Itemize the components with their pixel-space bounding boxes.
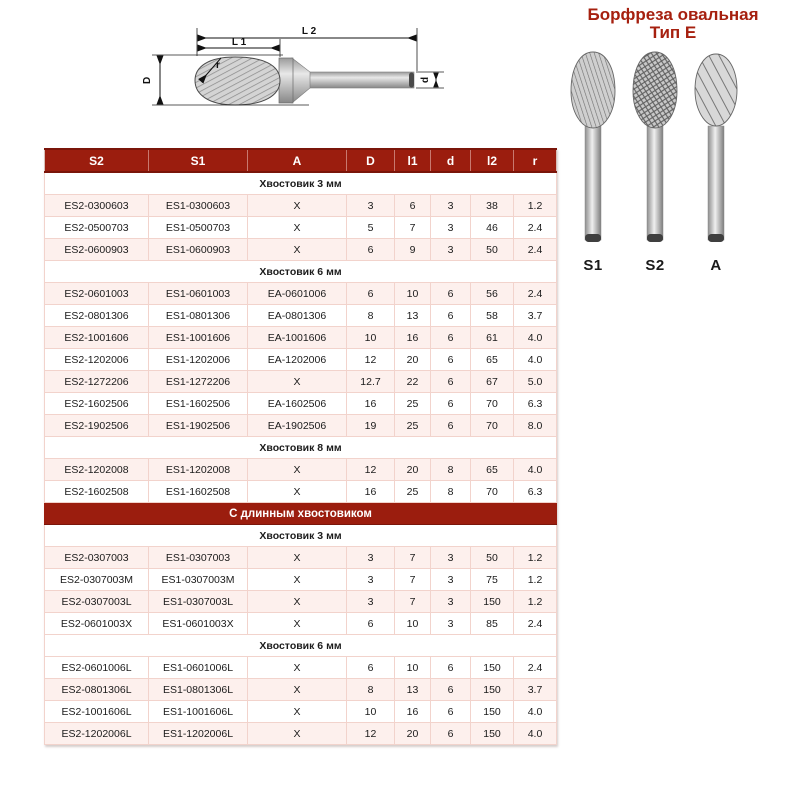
table-cell: 20 (395, 349, 431, 371)
table-row (45, 283, 557, 305)
table-cell: 12.7 (347, 371, 395, 393)
subsection-header-row (45, 635, 557, 657)
table-row (45, 239, 557, 261)
drawing-burr-head (195, 57, 280, 105)
table-cell: 65 (471, 459, 514, 481)
section-header-cell: С длинным хвостовиком (45, 503, 557, 525)
table-cell: ES1-0601003 (149, 283, 248, 305)
spec-table (44, 148, 557, 745)
table-cell: 3 (431, 547, 471, 569)
table-row (45, 679, 557, 701)
table-row (45, 195, 557, 217)
table-row (45, 613, 557, 635)
table-cell: 1.2 (514, 569, 557, 591)
burr-image-coarse-cut (685, 50, 747, 250)
table-cell: 150 (471, 657, 514, 679)
table-row (45, 349, 557, 371)
table-cell: EA-1602506 (248, 393, 347, 415)
table-cell: X (248, 195, 347, 217)
table-cell: X (248, 613, 347, 635)
subsection-header-cell: Хвостовик 8 мм (45, 437, 557, 459)
product-type: Тип Е (649, 23, 697, 42)
subsection-header-row (45, 172, 557, 195)
drawing-shank (308, 72, 414, 88)
table-cell: 4.0 (514, 701, 557, 723)
table-cell: 3.7 (514, 679, 557, 701)
table-cell: ES2-1602506 (45, 393, 149, 415)
burr-shank-tip (585, 234, 601, 242)
column-header: S1 (149, 149, 248, 172)
table-cell: 4.0 (514, 349, 557, 371)
table-cell: 12 (347, 723, 395, 745)
table-cell: 5 (347, 217, 395, 239)
table-cell: 20 (395, 459, 431, 481)
table-cell: 6 (431, 327, 471, 349)
table-cell: 150 (471, 679, 514, 701)
product-s1 (562, 50, 624, 274)
table-cell: 4.0 (514, 459, 557, 481)
table-cell: 6.3 (514, 481, 557, 503)
table-row (45, 217, 557, 239)
table-cell: 2.4 (514, 613, 557, 635)
table-cell: 9 (395, 239, 431, 261)
table-cell: X (248, 239, 347, 261)
table-cell: ES2-0307003L (45, 591, 149, 613)
table-cell: 3 (431, 239, 471, 261)
burr-shank-tip (647, 234, 663, 242)
table-cell: 6 (431, 657, 471, 679)
burr-shank (647, 126, 663, 240)
table-cell: 150 (471, 701, 514, 723)
table-cell: 38 (471, 195, 514, 217)
table-head (45, 149, 557, 172)
table-cell: 3 (431, 569, 471, 591)
table-cell: X (248, 371, 347, 393)
table-cell: 2.4 (514, 239, 557, 261)
table-cell: X (248, 701, 347, 723)
table-row (45, 305, 557, 327)
table-cell: 10 (395, 283, 431, 305)
table-cell: 3 (431, 591, 471, 613)
table-row (45, 415, 557, 437)
table-cell: 2.4 (514, 657, 557, 679)
table-cell: ES1-0300603 (149, 195, 248, 217)
table-cell: ES2-0801306L (45, 679, 149, 701)
table-cell: 8 (347, 305, 395, 327)
table-cell: 3 (431, 217, 471, 239)
table-cell: 20 (395, 723, 431, 745)
table-body (45, 172, 557, 745)
table-cell: 6 (347, 657, 395, 679)
table-cell: 8 (431, 481, 471, 503)
product-a (685, 50, 747, 274)
drawing-taper (292, 58, 310, 103)
table-cell: 75 (471, 569, 514, 591)
burr-shank (585, 126, 601, 240)
subsection-header-row (45, 525, 557, 547)
product-photos (558, 50, 790, 285)
table-cell: 22 (395, 371, 431, 393)
table-cell: 6 (431, 349, 471, 371)
table-row (45, 569, 557, 591)
subsection-header-cell: Хвостовик 3 мм (45, 172, 557, 195)
column-header: r (514, 149, 557, 172)
table-cell: 1.2 (514, 591, 557, 613)
table-cell: 6 (431, 393, 471, 415)
table-cell: 7 (395, 591, 431, 613)
table-cell: X (248, 679, 347, 701)
table-cell: EA-0601006 (248, 283, 347, 305)
table-cell: X (248, 723, 347, 745)
section-header-row (45, 503, 557, 525)
table-cell: 6 (347, 613, 395, 635)
table-row (45, 481, 557, 503)
table-cell: ES2-0307003M (45, 569, 149, 591)
table-cell: 6 (431, 371, 471, 393)
table-cell: 2.4 (514, 217, 557, 239)
table-cell: ES1-1202008 (149, 459, 248, 481)
table-cell: 13 (395, 305, 431, 327)
product-name: Борфреза овальная (587, 5, 759, 24)
burr-image-double-cut (624, 50, 686, 250)
table-cell: 50 (471, 239, 514, 261)
table-cell: 1.2 (514, 547, 557, 569)
table-cell: ES1-0600903 (149, 239, 248, 261)
table-row (45, 371, 557, 393)
table-cell: 3.7 (514, 305, 557, 327)
table-cell: 10 (347, 327, 395, 349)
table-row (45, 591, 557, 613)
column-header: d (431, 149, 471, 172)
table-cell: ES1-0307003 (149, 547, 248, 569)
table-cell: 5.0 (514, 371, 557, 393)
table-cell: ES2-1202008 (45, 459, 149, 481)
table-cell: ES1-1001606 (149, 327, 248, 349)
drawing-shank-end (409, 73, 414, 88)
table-cell: X (248, 459, 347, 481)
table-cell: ES1-1202006 (149, 349, 248, 371)
subsection-header-row (45, 437, 557, 459)
table-cell: ES2-1202006L (45, 723, 149, 745)
column-header: D (347, 149, 395, 172)
dimension-r-label: r (216, 60, 220, 71)
table-cell: 3 (347, 547, 395, 569)
table-cell: ES2-1202006 (45, 349, 149, 371)
table-cell: 2.4 (514, 283, 557, 305)
product-label-a: A (710, 257, 722, 274)
table-cell: 4.0 (514, 327, 557, 349)
burr-shank-tip (708, 234, 724, 242)
dimension-D-label: D (142, 76, 153, 84)
table-cell: 25 (395, 393, 431, 415)
table-cell: 8 (347, 679, 395, 701)
column-header: A (248, 149, 347, 172)
table-cell: 56 (471, 283, 514, 305)
table-cell: ES1-1902506 (149, 415, 248, 437)
table-cell: 70 (471, 415, 514, 437)
table-cell: 7 (395, 569, 431, 591)
table-cell: 16 (395, 327, 431, 349)
subsection-header-row (45, 261, 557, 283)
table-cell: 12 (347, 459, 395, 481)
table-cell: 6 (347, 283, 395, 305)
table-cell: ES2-1272206 (45, 371, 149, 393)
subsection-header-cell: Хвостовик 6 мм (45, 635, 557, 657)
burr-head-double-cut (633, 52, 677, 128)
table-cell: EA-1001606 (248, 327, 347, 349)
dimension-diagram (122, 8, 452, 126)
burr-drawing-image (122, 8, 452, 126)
table-cell: ES2-1902506 (45, 415, 149, 437)
table-cell: 25 (395, 481, 431, 503)
column-header-row (45, 149, 557, 172)
table-cell: ES2-0600903 (45, 239, 149, 261)
table-cell: X (248, 547, 347, 569)
table-cell: 1.2 (514, 195, 557, 217)
table-cell: 6 (431, 283, 471, 305)
table-cell: EA-1902506 (248, 415, 347, 437)
table-cell: ES1-0801306 (149, 305, 248, 327)
table-cell: ES1-1001606L (149, 701, 248, 723)
product-s2 (624, 50, 686, 274)
table-cell: 8 (431, 459, 471, 481)
burr-image-single-cut (562, 50, 624, 250)
table-cell: 10 (395, 613, 431, 635)
table-row (45, 547, 557, 569)
table-cell: 3 (431, 613, 471, 635)
table-cell: ES2-1001606L (45, 701, 149, 723)
table-cell: 3 (431, 195, 471, 217)
table-cell: 6 (431, 679, 471, 701)
table-cell: ES2-0801306 (45, 305, 149, 327)
table-cell: ES2-0307003 (45, 547, 149, 569)
table-cell: ES1-0801306L (149, 679, 248, 701)
dimension-d-label: d (420, 76, 431, 83)
table-row (45, 701, 557, 723)
table-cell: X (248, 217, 347, 239)
table-cell: ES1-0307003M (149, 569, 248, 591)
subsection-header-cell: Хвостовик 3 мм (45, 525, 557, 547)
table-cell: 6 (395, 195, 431, 217)
table-cell: X (248, 481, 347, 503)
table-cell: 6 (431, 701, 471, 723)
subsection-header-cell: Хвостовик 6 мм (45, 261, 557, 283)
table-cell: 12 (347, 349, 395, 371)
burr-shank (708, 126, 724, 240)
table-cell: ES1-0601003X (149, 613, 248, 635)
table-cell: ES1-0307003L (149, 591, 248, 613)
table-cell: 70 (471, 481, 514, 503)
table-cell: X (248, 591, 347, 613)
table-cell: 6 (431, 415, 471, 437)
table-cell: 16 (347, 481, 395, 503)
table-cell: 25 (395, 415, 431, 437)
table-cell: 13 (395, 679, 431, 701)
table-cell: 4.0 (514, 723, 557, 745)
table-cell: 16 (395, 701, 431, 723)
table-cell: ES2-0601006L (45, 657, 149, 679)
table-row (45, 393, 557, 415)
burr-head-coarse-cut (695, 54, 737, 126)
table-cell: 46 (471, 217, 514, 239)
table-cell: 3 (347, 569, 395, 591)
table-cell: 10 (347, 701, 395, 723)
table-cell: ES1-0500703 (149, 217, 248, 239)
table-cell: 10 (395, 657, 431, 679)
table-cell: EA-0801306 (248, 305, 347, 327)
table-row (45, 327, 557, 349)
column-header: l1 (395, 149, 431, 172)
table-cell: ES2-0300603 (45, 195, 149, 217)
table-row (45, 459, 557, 481)
table-cell: 19 (347, 415, 395, 437)
table-row (45, 723, 557, 745)
table-cell: 6 (347, 239, 395, 261)
table-cell: ES1-1602506 (149, 393, 248, 415)
drawing-collar (279, 58, 293, 103)
product-label-s1: S1 (583, 257, 603, 274)
table-cell: ES1-0601006L (149, 657, 248, 679)
table-cell: 58 (471, 305, 514, 327)
table-cell: 50 (471, 547, 514, 569)
table-cell: ES2-0601003X (45, 613, 149, 635)
page-title (558, 6, 788, 42)
table-cell: 65 (471, 349, 514, 371)
dimension-L2-label: L 2 (301, 26, 317, 37)
table-cell: 85 (471, 613, 514, 635)
table-cell: ES1-1602508 (149, 481, 248, 503)
table-cell: 16 (347, 393, 395, 415)
table-cell: EA-1202006 (248, 349, 347, 371)
table-cell: 7 (395, 217, 431, 239)
table-cell: X (248, 657, 347, 679)
table-cell: 6.3 (514, 393, 557, 415)
table-cell: ES2-0500703 (45, 217, 149, 239)
table-cell: 3 (347, 591, 395, 613)
table-cell: 67 (471, 371, 514, 393)
table-cell: 6 (431, 723, 471, 745)
column-header: l2 (471, 149, 514, 172)
table-cell: ES2-1602508 (45, 481, 149, 503)
table-cell: 150 (471, 591, 514, 613)
burr-head-single-cut (571, 52, 615, 128)
table-cell: 3 (347, 195, 395, 217)
table-cell: 61 (471, 327, 514, 349)
table-cell: 6 (431, 305, 471, 327)
table-cell: ES2-1001606 (45, 327, 149, 349)
table-cell: 7 (395, 547, 431, 569)
dimension-L1-label: L 1 (231, 37, 247, 48)
table-cell: X (248, 569, 347, 591)
product-label-s2: S2 (645, 257, 665, 274)
table-cell: ES2-0601003 (45, 283, 149, 305)
table-cell: 70 (471, 393, 514, 415)
column-header: S2 (45, 149, 149, 172)
table-cell: 150 (471, 723, 514, 745)
table-cell: ES1-1202006L (149, 723, 248, 745)
table-cell: ES1-1272206 (149, 371, 248, 393)
table-cell: 8.0 (514, 415, 557, 437)
table-row (45, 657, 557, 679)
